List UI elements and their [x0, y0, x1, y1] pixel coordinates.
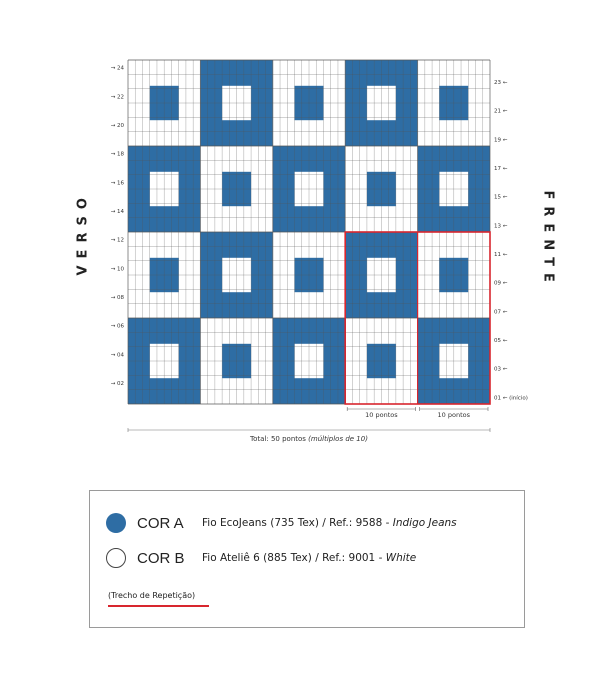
left-row-label: → 02: [110, 381, 124, 387]
verso-label: VERSO: [75, 191, 91, 276]
right-row-label: 15 ←: [494, 194, 508, 201]
repeat-span-label: 10 pontos: [365, 411, 398, 419]
right-row-label: 23 ←: [494, 80, 508, 86]
cor-a-yarn: [202, 517, 457, 529]
cor-a-color-name: Indigo Jeans: [392, 517, 457, 529]
legend-box: [89, 490, 525, 628]
right-row-label: 11 ←: [494, 252, 508, 258]
left-row-label: → 18: [110, 151, 124, 158]
right-row-label: 17 ←: [494, 166, 508, 172]
repeat-span-label: 10 pontos: [437, 411, 471, 419]
left-row-label: → 20: [110, 123, 124, 129]
frente-label: FRENTE: [540, 190, 556, 289]
left-row-label: → 06: [110, 323, 124, 330]
left-row-label: → 04: [110, 352, 124, 359]
cor-b-yarn-text: Fio Ateliê 6 (885 Tex) / Ref.: 9001 -: [202, 552, 386, 564]
cor-b-color-name: White: [385, 552, 417, 564]
right-row-label: 19 ←: [494, 137, 508, 144]
right-row-label: 07 ←: [494, 309, 508, 316]
left-row-label: → 08: [110, 295, 124, 301]
right-row-label: 09 ←: [494, 280, 508, 287]
left-row-label: → 10: [110, 266, 124, 273]
right-row-label: 01 ← (início): [494, 395, 528, 402]
right-row-label: 13 ←: [494, 223, 508, 230]
cor-a-swatch: [106, 513, 126, 533]
cor-b-label: COR B: [137, 549, 185, 567]
left-row-label: → 14: [110, 209, 124, 215]
left-row-label: → 16: [110, 180, 124, 187]
right-row-label: 21 ←: [494, 108, 508, 115]
right-row-label: 03 ←: [494, 366, 508, 373]
cor-b-swatch: [106, 548, 126, 568]
left-row-label: → 22: [110, 94, 124, 101]
cor-a-yarn-text: Fio EcoJeans (735 Tex) / Ref.: 9588 -: [202, 517, 393, 529]
left-row-label: → 24: [110, 65, 124, 72]
total-label: Total: 50 pontos (múltiplos de 10): [250, 435, 368, 443]
legend-row-cor-a: [106, 513, 457, 533]
left-row-label: → 12: [110, 237, 124, 244]
legend-row-cor-b: [106, 548, 416, 568]
cor-a-label: COR A: [137, 514, 184, 532]
right-row-label: 05 ←: [494, 338, 508, 344]
repeat-note: (Trecho de Repetição): [108, 591, 196, 600]
cor-b-yarn: [202, 552, 416, 564]
repeat-underline: [108, 605, 209, 607]
